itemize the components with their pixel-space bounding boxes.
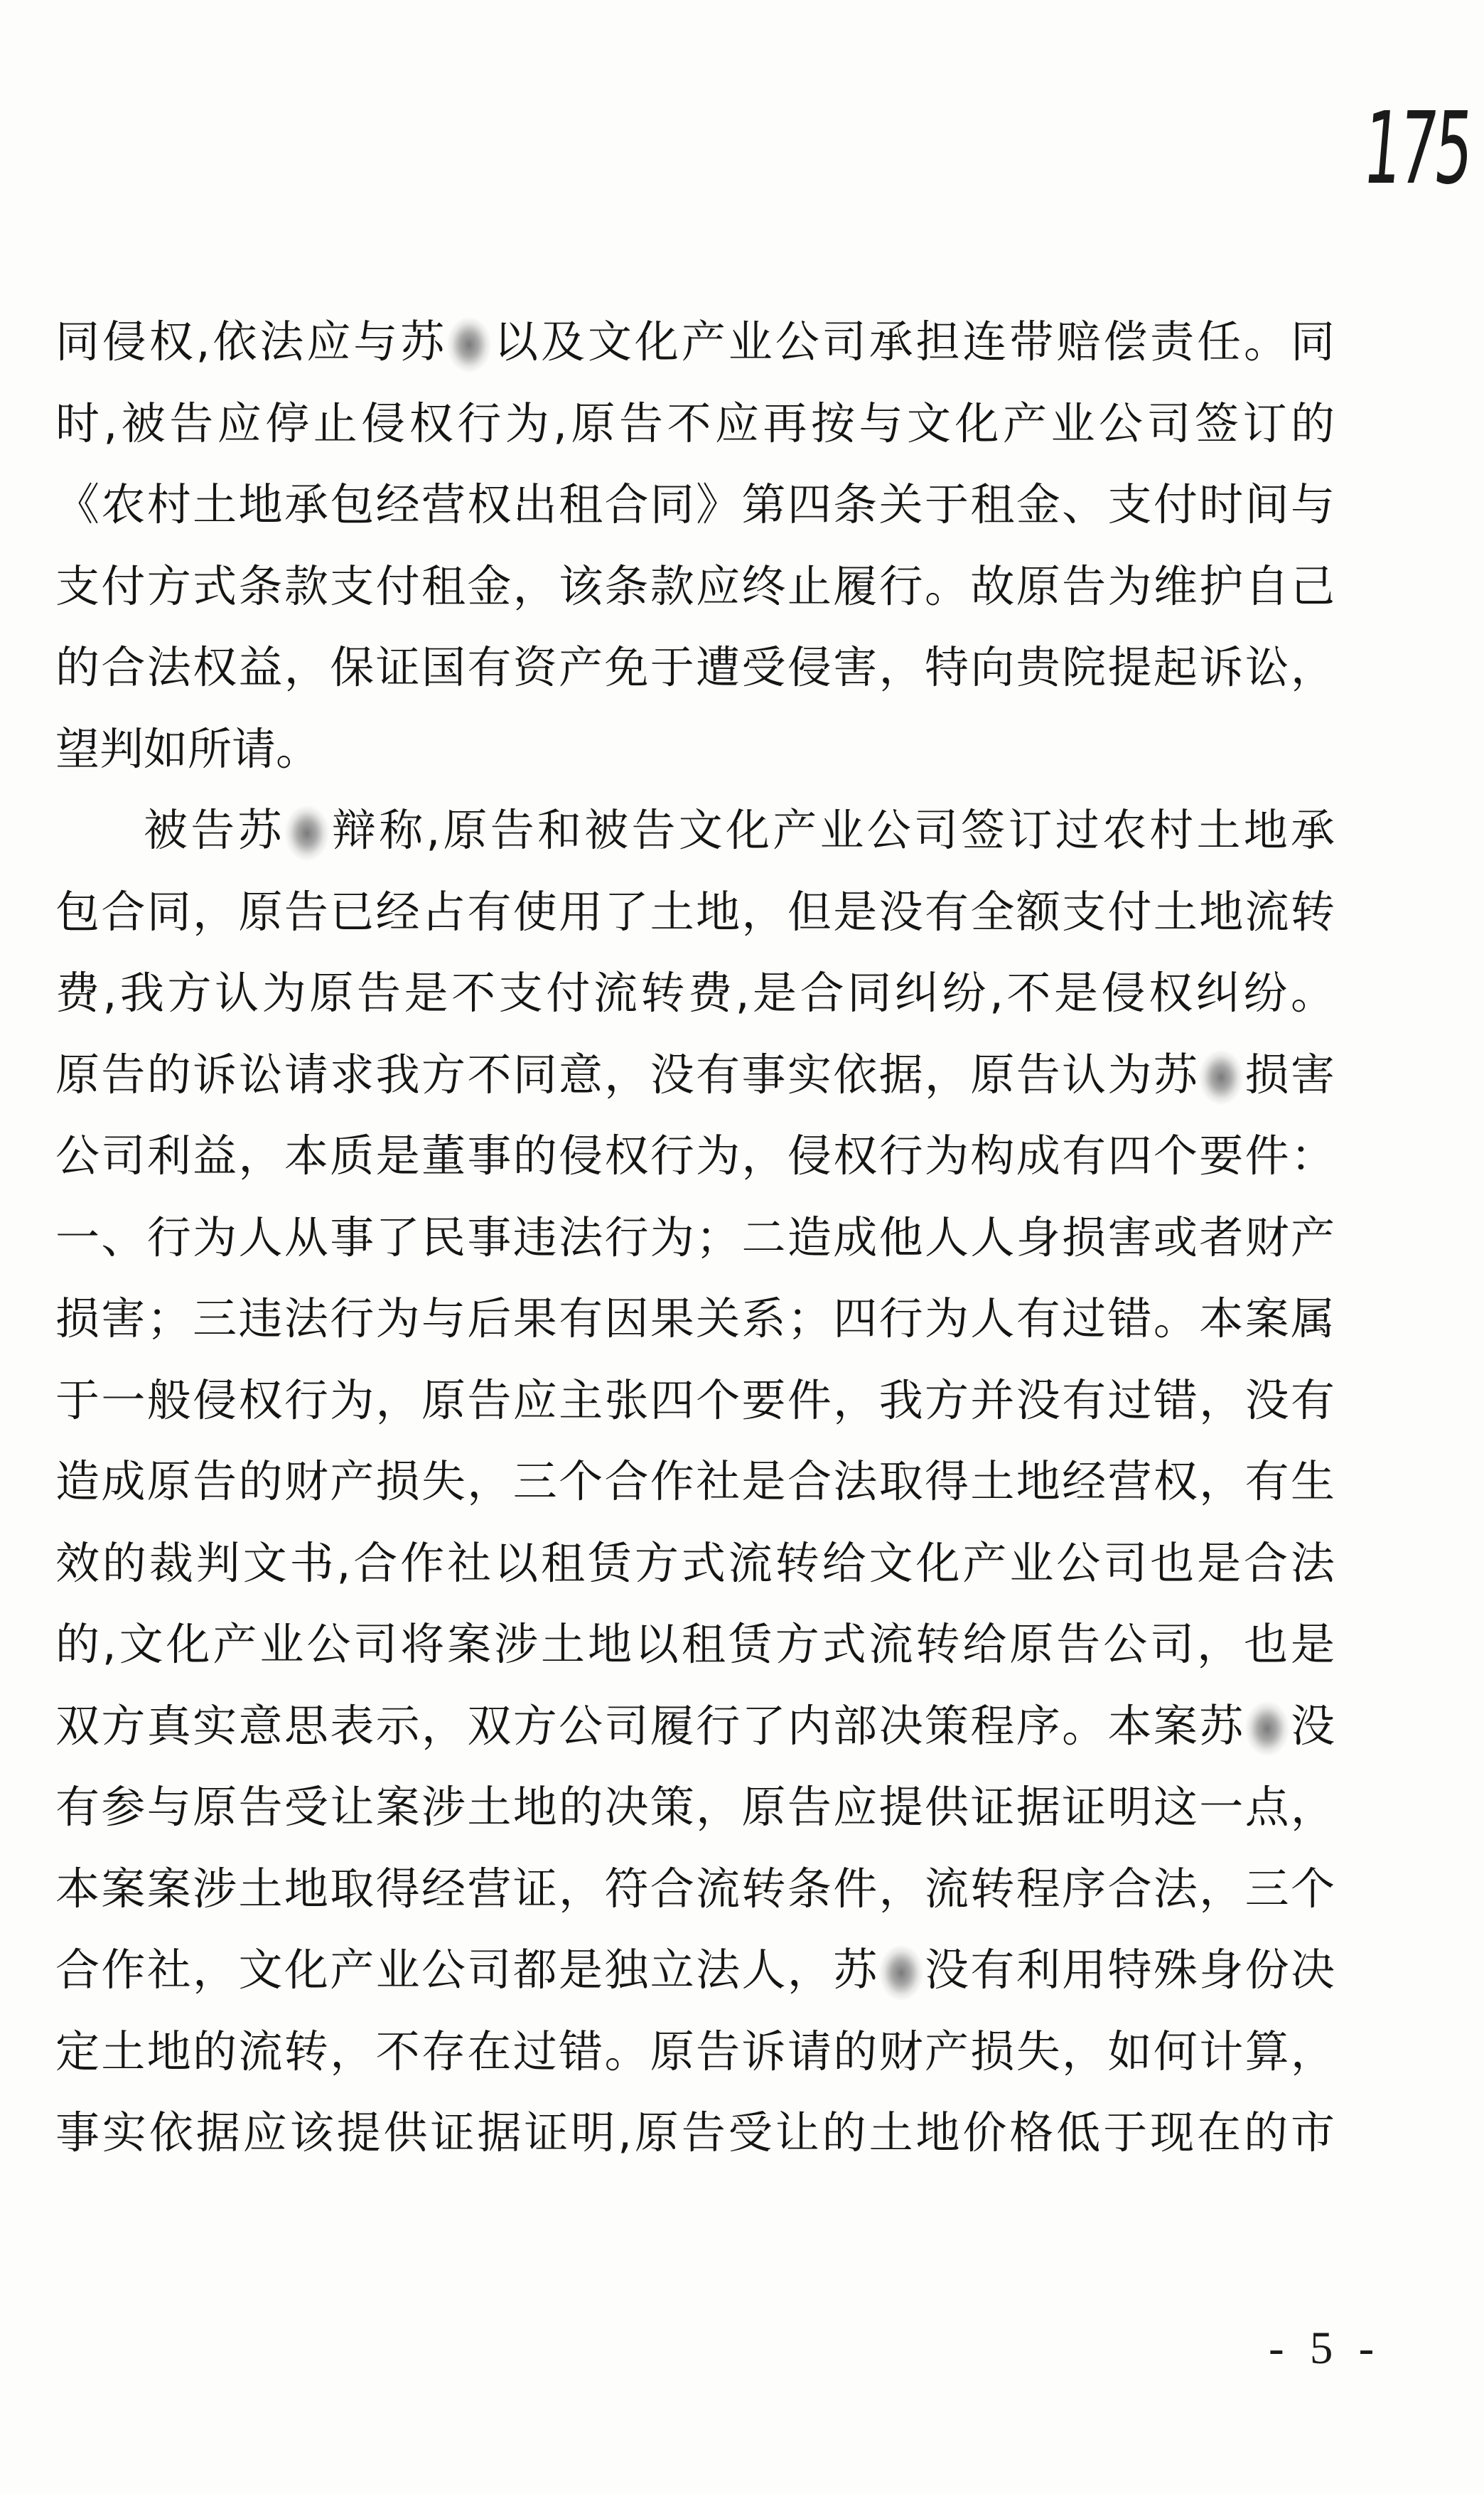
page-number: - 5 - (1269, 2323, 1382, 2374)
text-line: 造成原告的财产损失，三个合作社是合法取得土地经营权，有生 (55, 1455, 1335, 1507)
document-body (55, 301, 1335, 2174)
text-segment: 损害 (1243, 1048, 1335, 1101)
text-segment: 被告苏 (144, 804, 285, 856)
paragraph-plaintiff-claim (55, 301, 1335, 790)
text-line (55, 1686, 1335, 1767)
handwritten-page-mark: 175 (1359, 91, 1475, 207)
text-segment: 合作社，文化产业公司都是独立法人，苏 (55, 1944, 879, 1996)
text-line: 效的裁判文书,合作社以租赁方式流转给文化产业公司也是合法 (55, 1536, 1335, 1589)
text-line: 支付方式条款支付租金，该条款应终止履行。故原告为维护自己 (55, 560, 1335, 612)
redaction-blur (447, 317, 491, 373)
text-line (55, 1930, 1335, 2011)
text-line: 费,我方认为原告是不支付流转费,是合同纠纷,不是侵权纠纷。 (55, 967, 1335, 1019)
text-line: 定土地的流转，不存在过错。原告诉请的财产损失，如何计算， (55, 2025, 1335, 2077)
text-segment: 辩称,原告和被告文化产业公司签订过农村土地承 (328, 804, 1335, 856)
text-line: 公司利益，本质是董事的侵权行为，侵权行为构成有四个要件： (55, 1130, 1335, 1182)
text-line: 一、行为人从事了民事违法行为；二造成他人人身损害或者财产 (55, 1211, 1335, 1263)
redaction-blur (879, 1945, 923, 2001)
text-line: 本案案涉土地取得经营证，符合流转条件，流转程序合法，三个 (55, 1862, 1335, 1915)
text-line: 《农村土地承包经营权出租合同》第四条关于租金、支付时间与 (55, 478, 1335, 530)
text-segment: 没有利用特殊身份决 (923, 1944, 1335, 1996)
text-line: 于一般侵权行为，原告应主张四个要件，我方并没有过错，没有 (55, 1374, 1335, 1426)
text-segment: 双方真实意思表示，双方公司履行了内部决策程序。本案苏 (55, 1699, 1245, 1752)
redaction-blur (1245, 1701, 1289, 1757)
text-line: 的,文化产业公司将案涉土地以租赁方式流转给原告公司，也是 (55, 1618, 1335, 1670)
text-line: 的合法权益，保证国有资产免于遭受侵害，特向贵院提起诉讼， (55, 641, 1335, 693)
text-line (55, 790, 1335, 872)
text-line: 包合同，原告已经占有使用了土地，但是没有全额支付土地流转 (55, 885, 1335, 938)
redaction-blur (1199, 1050, 1243, 1106)
text-segment: 以及文化产业公司承担连带赔偿责任。同 (491, 316, 1335, 368)
text-line: 损害；三违法行为与后果有因果关系；四行为人有过错。本案属 (55, 1293, 1335, 1344)
text-segment: 原告的诉讼请求我方不同意，没有事实依据，原告认为苏 (55, 1048, 1200, 1101)
text-line (55, 301, 1335, 383)
text-line: 望判如所请。 (55, 722, 321, 775)
redaction-blur (285, 806, 329, 861)
text-line (55, 1034, 1335, 1116)
text-line: 有参与原告受让案涉土地的决策，原告应提供证据证明这一点， (55, 1781, 1335, 1833)
text-segment: 同侵权,依法应与苏 (55, 316, 448, 368)
text-line: 事实依据应该提供证据证明,原告受让的土地价格低于现在的市 (55, 2107, 1335, 2158)
text-segment: 没 (1289, 1699, 1335, 1752)
text-line: 时,被告应停止侵权行为,原告不应再按与文化产业公司签订的 (55, 397, 1335, 449)
paragraph-defendant-defense (55, 790, 1335, 2174)
